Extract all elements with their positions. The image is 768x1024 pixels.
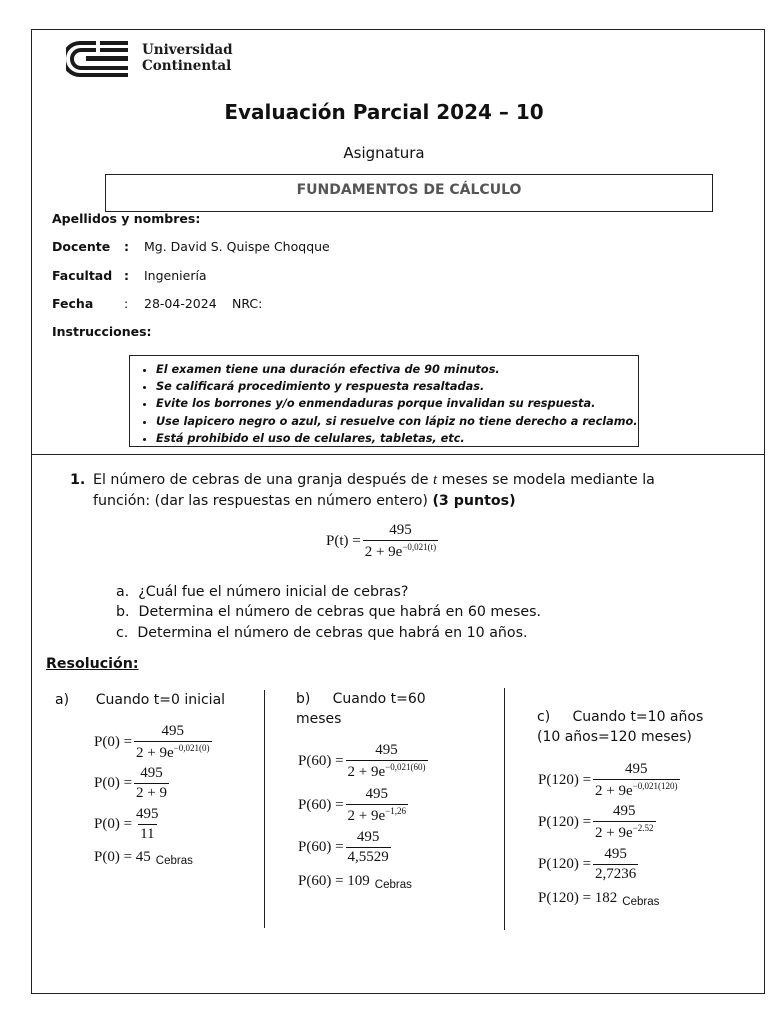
part-b-heading <box>296 689 426 729</box>
instruction-item: • Evite los borrones y/o enmendaduras porque invalidan su respuesta. <box>156 395 638 412</box>
result-unit: Cebras <box>155 854 193 867</box>
step-denominator <box>593 821 655 842</box>
part-b-step3 <box>298 829 391 866</box>
step-exponent: −2.52 <box>632 823 654 833</box>
part-c-result <box>538 890 659 907</box>
part-c-step1 <box>538 761 680 800</box>
option-letter: b. <box>116 604 130 620</box>
university-logo-icon <box>66 40 130 78</box>
part-a-head-text: Cuando t=0 inicial <box>95 692 226 708</box>
step-fraction <box>346 829 391 866</box>
step-fraction <box>134 723 211 762</box>
step-fraction <box>346 742 428 781</box>
part-c-label: c) <box>537 709 551 725</box>
part-c-head-text: Cuando t=10 años <box>572 709 704 725</box>
instructions-list <box>130 361 638 447</box>
part-b-step2 <box>298 786 408 825</box>
step-denominator <box>134 741 211 762</box>
step-denominator: 2,7236 <box>595 866 637 882</box>
step-denominator <box>346 760 428 781</box>
formula-numerator: 495 <box>389 522 412 538</box>
formula-fraction <box>363 522 438 561</box>
formula-den-base: 2 + 9e <box>364 544 403 560</box>
step-numerator: 495 <box>136 806 159 822</box>
part-a-step2 <box>94 765 169 802</box>
instruction-item: • Está prohibido el uso de celulares, tabletas, etc. <box>156 430 638 447</box>
option-b <box>116 602 541 623</box>
step-den-base: 2 + 9e <box>136 745 174 761</box>
part-a-heading <box>55 690 225 710</box>
part-a-label: a) <box>55 692 70 708</box>
part-a-result <box>94 849 193 866</box>
step-lhs: P(60) = <box>298 753 344 769</box>
question-text-part: meses se modela mediante la <box>437 472 655 488</box>
part-c-step2 <box>538 803 656 842</box>
formula-exponent: −0,021(t) <box>402 542 437 552</box>
step-exponent: −1,26 <box>385 806 406 816</box>
part-b-result <box>298 873 412 890</box>
step-denominator: 11 <box>140 826 155 842</box>
part-c-head-text: (10 años=120 meses) <box>537 729 692 745</box>
step-numerator: 495 <box>604 846 627 862</box>
step-fraction <box>593 803 655 842</box>
question-text-part: función: (dar las respuestas en número entero) <box>93 492 433 509</box>
formula-denominator <box>363 540 438 561</box>
step-exponent: −0,021(120) <box>632 781 678 791</box>
step-lhs: P(0) = <box>94 775 133 791</box>
column-divider <box>264 690 265 928</box>
option-text: ¿Cuál fue el número inicial de cebras? <box>138 584 409 600</box>
faculty-label: Facultad <box>52 268 113 283</box>
step-lhs: P(120) = <box>538 814 592 830</box>
names-label: Apellidos y nombres: <box>52 211 201 226</box>
step-fraction <box>593 761 679 800</box>
option-letter: c. <box>116 625 129 641</box>
question-variable: t <box>432 472 438 488</box>
teacher-value: Mg. David S. Quispe Choqque <box>144 239 330 254</box>
instruction-item: • Use lapicero negro o azul, si resuelve con lápiz no tiene derecho a reclamo. <box>156 413 638 430</box>
section-divider <box>31 454 765 455</box>
date-value: 28-04-2024 <box>144 296 217 311</box>
step-exponent: −0,021(0) <box>173 743 210 753</box>
part-b-head-text: meses <box>296 711 342 727</box>
date-label: Fecha <box>52 296 94 311</box>
part-a-step1 <box>94 723 212 762</box>
course-name: FUNDAMENTOS DE CÁLCULO <box>296 182 522 198</box>
step-fraction <box>593 846 638 883</box>
option-text: Determina el número de cebras que habrá en 60 meses. <box>138 604 541 620</box>
step-den-base: 2 + 9e <box>347 808 386 824</box>
option-letter: a. <box>116 584 130 600</box>
teacher-colon: : <box>124 239 129 254</box>
nrc-label: NRC: <box>232 296 263 311</box>
formula-lhs: P(t) = <box>326 533 361 549</box>
date-colon: : <box>124 296 129 311</box>
column-divider <box>504 688 505 930</box>
step-lhs: P(120) = <box>538 772 592 788</box>
instructions-label: Instrucciones: <box>52 324 152 339</box>
step-denominator: 2 + 9 <box>136 785 168 801</box>
result-value: P(0) = 45 <box>94 849 151 865</box>
instructions-box <box>129 355 639 447</box>
part-c-heading <box>537 707 703 747</box>
step-fraction <box>134 806 161 843</box>
university-name-line2: Continental <box>142 58 232 74</box>
step-denominator <box>593 779 679 800</box>
step-lhs: P(0) = <box>94 816 133 832</box>
step-denominator: 4,5529 <box>347 849 389 865</box>
faculty-value: Ingeniería <box>144 268 207 283</box>
question-text-part: El número de cebras de una granja después de <box>93 472 433 488</box>
step-fraction <box>346 786 408 825</box>
step-exponent: −0,021(60) <box>385 762 426 772</box>
part-b-label: b) <box>296 691 311 707</box>
model-formula <box>326 522 438 561</box>
step-numerator: 495 <box>365 786 389 802</box>
part-b-step1 <box>298 742 428 781</box>
option-text: Determina el número de cebras que habrá en 10 años. <box>137 625 528 641</box>
step-lhs: P(120) = <box>538 856 592 872</box>
result-unit: Cebras <box>622 895 660 908</box>
option-a <box>116 582 408 603</box>
step-den-base: 2 + 9e <box>595 825 633 841</box>
result-unit: Cebras <box>374 878 412 891</box>
university-name-line1: Universidad <box>142 42 233 58</box>
step-lhs: P(60) = <box>298 797 344 813</box>
step-fraction <box>134 765 169 802</box>
question-number: 1. <box>70 472 86 488</box>
part-a-step3 <box>94 806 161 843</box>
exam-title: Evaluación Parcial 2024 – 10 <box>224 100 544 124</box>
instruction-item: • El examen tiene una duración efectiva de 90 minutos. <box>156 361 638 378</box>
part-c-step3 <box>538 846 638 883</box>
course-name-box <box>105 174 713 212</box>
step-denominator <box>346 804 408 825</box>
part-b-head-text: Cuando t=60 <box>332 691 426 707</box>
step-den-base: 2 + 9e <box>595 783 633 799</box>
step-numerator: 495 <box>625 761 648 777</box>
result-value: P(60) = 109 <box>298 873 370 889</box>
step-lhs: P(0) = <box>94 734 133 750</box>
question-text <box>93 470 713 511</box>
question-points: (3 puntos) <box>432 492 516 509</box>
university-name <box>142 42 233 74</box>
step-lhs: P(60) = <box>298 839 344 855</box>
result-value: P(120) = 182 <box>538 890 618 906</box>
option-c <box>116 623 528 644</box>
resolution-title: Resolución: <box>46 656 139 672</box>
subject-label: Asignatura <box>343 144 425 162</box>
teacher-label: Docente <box>52 239 111 254</box>
step-numerator: 495 <box>356 829 380 845</box>
step-numerator: 495 <box>161 723 185 739</box>
instruction-item: • Se calificará procedimiento y respuesta resaltadas. <box>156 378 638 395</box>
step-numerator: 495 <box>140 765 163 781</box>
step-numerator: 495 <box>613 803 636 819</box>
step-numerator: 495 <box>375 742 398 758</box>
step-den-base: 2 + 9e <box>347 764 386 780</box>
faculty-colon: : <box>124 268 129 283</box>
